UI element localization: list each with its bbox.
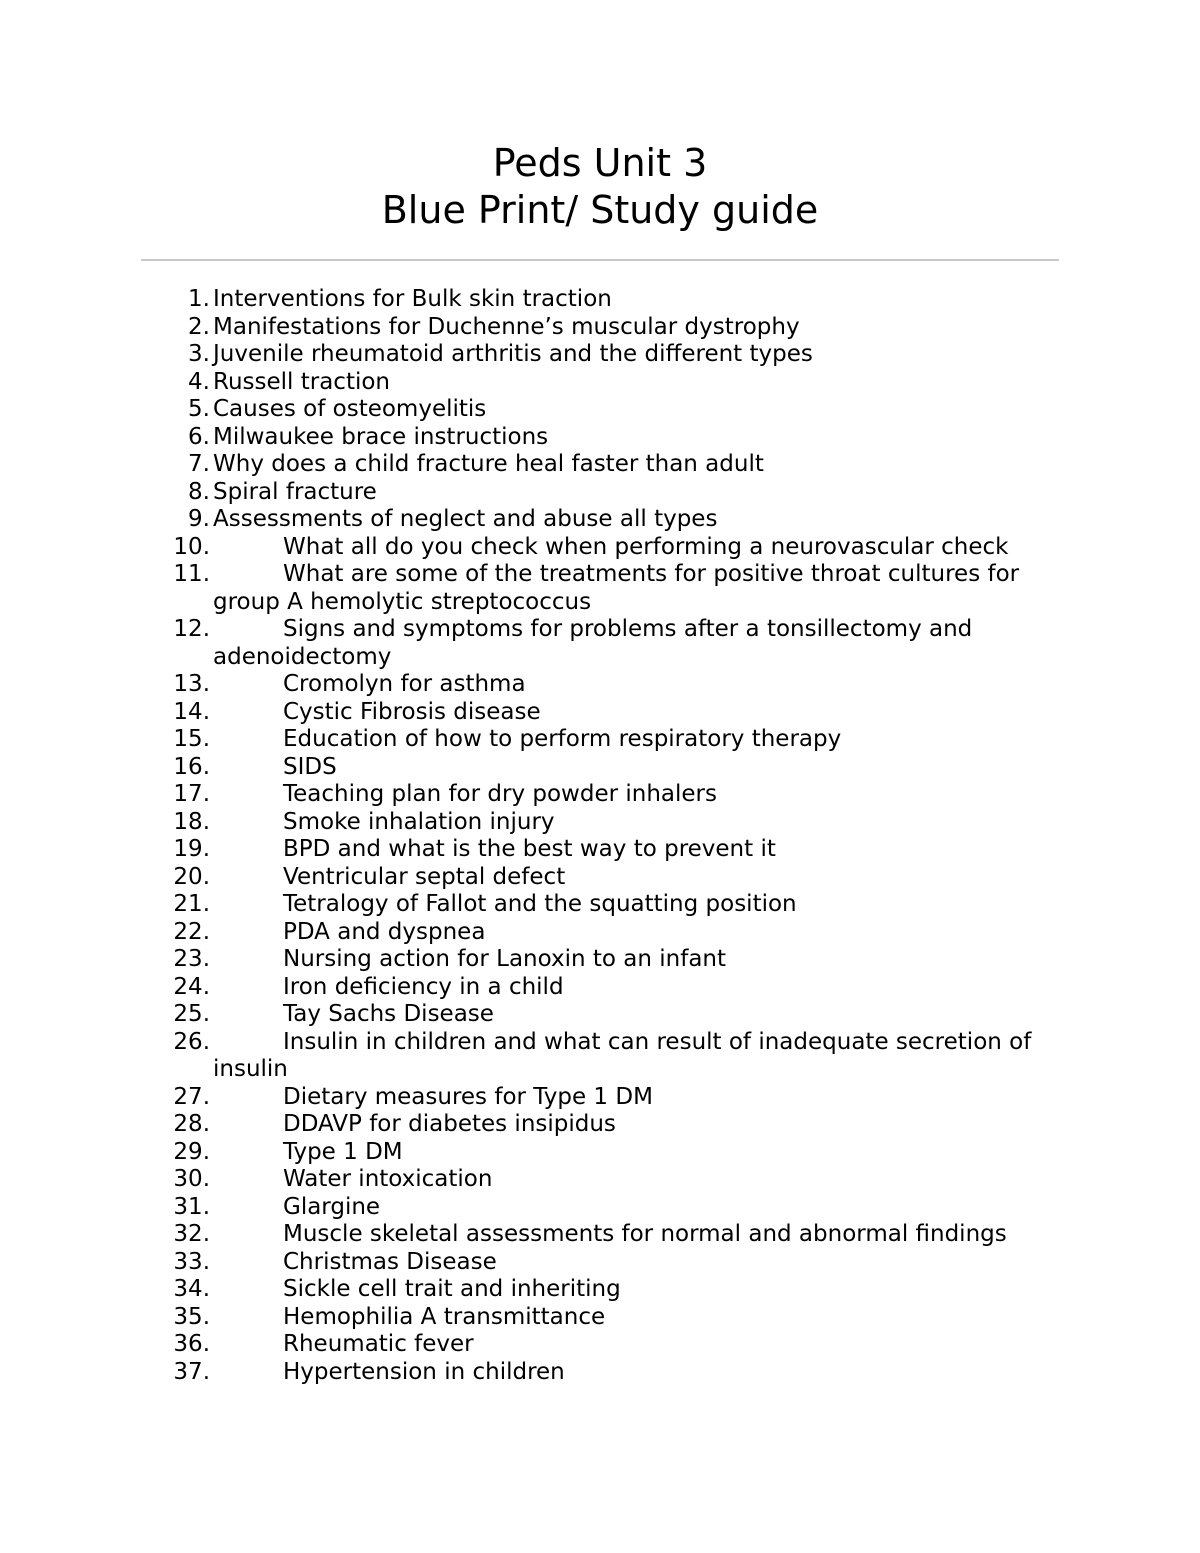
list-item: [0, 1111, 1063, 1139]
list-item: [0, 286, 1063, 314]
list-item: [0, 809, 1063, 837]
list-item-text: Muscle skeletal assessments for normal and abnormal findings: [283, 1221, 1007, 1247]
list-item-number: 35.: [173, 1303, 210, 1330]
list-item-number: 25.: [173, 1001, 210, 1027]
list-item: [0, 506, 1063, 534]
list-item: [0, 1249, 1063, 1277]
list-item-number: 7.: [188, 451, 210, 477]
list-item-text: Hypertension in children: [283, 1358, 565, 1385]
list-item-number: 28.: [173, 1111, 210, 1137]
list-item-number: 27.: [173, 1083, 210, 1110]
list-item-text: Type 1 DM: [283, 1138, 403, 1165]
list-item: [0, 726, 1063, 754]
list-item: [0, 1001, 1063, 1029]
list-item-text: Teaching plan for dry powder inhalers: [283, 781, 717, 807]
list-item: [0, 451, 1063, 479]
list-item: [0, 1221, 1063, 1249]
list-item-text: DDAVP for diabetes insipidus: [283, 1111, 616, 1137]
list-item: [0, 946, 1063, 974]
list-item: [0, 369, 1063, 397]
list-item-number: 5.: [188, 396, 210, 422]
list-item: [0, 341, 1063, 369]
list-item: [0, 1029, 1063, 1084]
list-item-number: 2.: [188, 313, 210, 340]
list-item-text: Cystic Fibrosis disease: [283, 698, 541, 725]
list-item-text: Iron deficiency in a child: [283, 973, 564, 1000]
list-item-number: 19.: [173, 836, 210, 862]
list-item-number: 20.: [173, 863, 210, 890]
list-item: [0, 754, 1063, 782]
title-divider: [141, 259, 1059, 261]
title-line-2: Blue Print/ Study guide: [381, 188, 819, 232]
list-item-text: PDA and dyspnea: [283, 918, 486, 945]
list-item-text: Ventricular septal defect: [283, 863, 566, 890]
list-item: [0, 891, 1063, 919]
list-item-number: 29.: [173, 1138, 210, 1165]
list-item-number: 26.: [173, 1028, 210, 1055]
list-item-number: 4.: [188, 368, 210, 395]
list-item-text: Juvenile rheumatoid arthritis and the different types: [213, 341, 813, 367]
list-item: [0, 314, 1063, 342]
list-item: [0, 1166, 1063, 1194]
list-item-text: Hemophilia A transmittance: [283, 1303, 606, 1330]
list-item: [0, 1139, 1063, 1167]
title-line-1: Peds Unit 3: [492, 141, 708, 185]
list-item-number: 15.: [173, 726, 210, 752]
list-item: [0, 424, 1063, 452]
list-item: [0, 561, 1063, 616]
list-item: [0, 1084, 1063, 1112]
list-item: [0, 396, 1063, 424]
list-item-number: 14.: [173, 698, 210, 725]
list-item: [0, 534, 1063, 562]
list-item-text: Dietary measures for Type 1 DM: [283, 1083, 653, 1110]
list-item-number: 13.: [173, 671, 210, 697]
list-item-text: Insulin in children and what can result of inadequate secretion of insulin: [213, 1028, 1032, 1082]
list-item: [0, 616, 1063, 671]
list-item-number: 1.: [188, 286, 210, 312]
list-item-number: 37.: [173, 1358, 210, 1385]
list-item-number: 36.: [173, 1331, 210, 1357]
list-item-text: BPD and what is the best way to prevent it: [283, 836, 776, 862]
list-item: [0, 919, 1063, 947]
list-item-text: Signs and symptoms for problems after a tonsillectomy and adenoidectomy: [213, 616, 973, 670]
list-item: [0, 479, 1063, 507]
list-item-text: Manifestations for Duchenne’s muscular dystrophy: [213, 313, 800, 340]
list-item-text: Smoke inhalation injury: [283, 808, 555, 835]
list-item-number: 10.: [173, 533, 210, 560]
list-item-text: Why does a child fracture heal faster than adult: [213, 451, 764, 477]
list-item-text: Glargine: [283, 1193, 381, 1220]
list-item-number: 30.: [173, 1166, 210, 1192]
list-item: [0, 836, 1063, 864]
list-item-text: Causes of osteomyelitis: [213, 396, 487, 422]
list-item-number: 33.: [173, 1248, 210, 1275]
list-item: [0, 1194, 1063, 1222]
list-item-number: 16.: [173, 753, 210, 780]
list-item-text: Water intoxication: [283, 1166, 493, 1192]
list-item-text: Assessments of neglect and abuse all types: [213, 506, 718, 532]
list-item: [0, 1276, 1063, 1304]
list-item-text: Sickle cell trait and inheriting: [283, 1276, 621, 1302]
list-item-number: 3.: [188, 341, 210, 367]
list-item: [0, 1331, 1063, 1359]
list-item-text: Cromolyn for asthma: [283, 671, 526, 697]
list-item-number: 9.: [188, 506, 210, 532]
study-guide-list: [0, 286, 1200, 1386]
list-item-number: 23.: [173, 946, 210, 972]
list-item-text: Christmas Disease: [283, 1248, 497, 1275]
list-item: [0, 864, 1063, 892]
list-item-text: Milwaukee brace instructions: [213, 423, 549, 450]
list-item-number: 21.: [173, 891, 210, 917]
list-item-text: Russell traction: [213, 368, 391, 395]
document-title: [0, 140, 1200, 234]
list-item: [0, 1359, 1063, 1387]
list-item-text: Tay Sachs Disease: [283, 1001, 494, 1027]
list-item-number: 8.: [188, 478, 210, 505]
list-item-number: 31.: [173, 1193, 210, 1220]
list-item-text: What all do you check when performing a neurovascular check: [283, 533, 1009, 560]
list-item-number: 18.: [173, 808, 210, 835]
list-item-text: SIDS: [283, 753, 337, 780]
list-item: [0, 781, 1063, 809]
list-item: [0, 671, 1063, 699]
list-item-number: 24.: [173, 973, 210, 1000]
list-item-text: Spiral fracture: [213, 478, 377, 505]
list-item: [0, 1304, 1063, 1332]
list-item-number: 22.: [173, 918, 210, 945]
list-item-number: 32.: [173, 1221, 210, 1247]
list-item-number: 6.: [188, 423, 210, 450]
list-item-number: 34.: [173, 1276, 210, 1302]
list-item-text: Tetralogy of Fallot and the squatting position: [283, 891, 797, 917]
list-item-number: 12.: [173, 616, 210, 642]
list-item: [0, 974, 1063, 1002]
list-item: [0, 699, 1063, 727]
list-item-number: 11.: [173, 561, 210, 587]
list-item-text: Nursing action for Lanoxin to an infant: [283, 946, 727, 972]
list-item-text: What are some of the treatments for positive throat cultures for group A hemolytic streptococcus: [213, 561, 1020, 615]
list-item-text: Interventions for Bulk skin traction: [213, 286, 612, 312]
list-item-text: Education of how to perform respiratory therapy: [283, 726, 842, 752]
list-item-number: 17.: [173, 781, 210, 807]
list-item-text: Rheumatic fever: [283, 1331, 474, 1357]
